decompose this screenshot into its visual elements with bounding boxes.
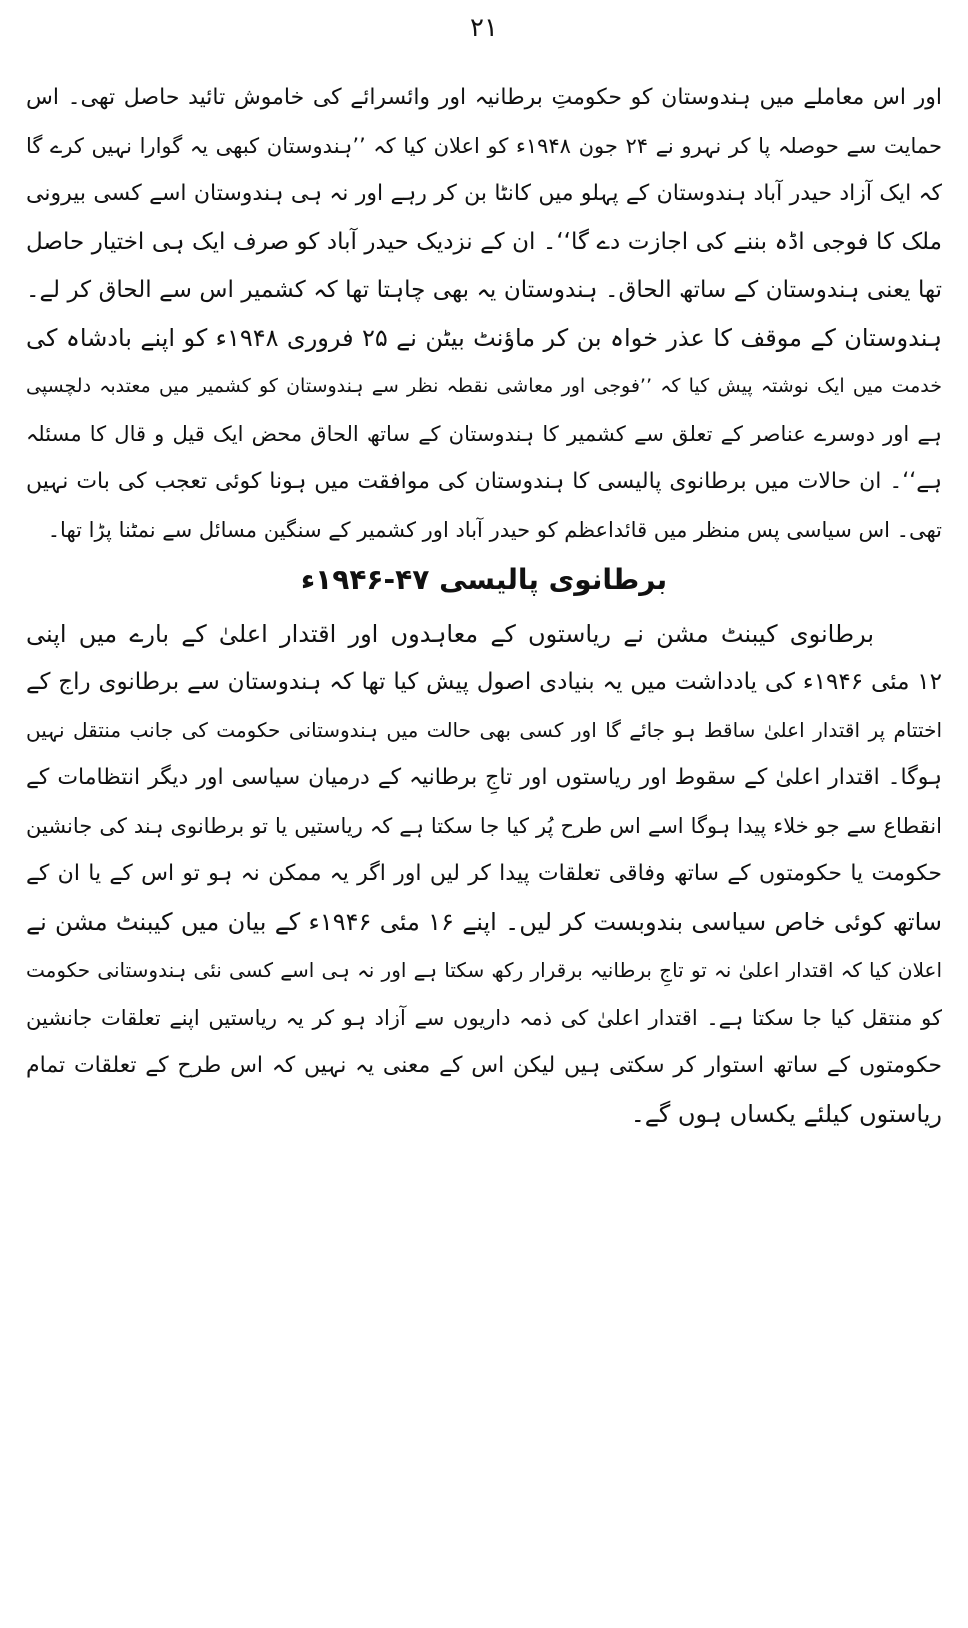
text-line: حکومت یا حکومتوں کے ساتھ وفاقی تعلقات پیدا کر لیں اور اگر یہ ممکن نہ ہو تو اس کے یا ان کے — [26, 861, 942, 886]
text-line: ملک کا فوجی اڈہ بننے کی اجازت دے گا‘‘۔ ان کے نزدیک حیدر آباد کو صرف ایک ہی اختیار حاصل — [26, 229, 942, 255]
text-line: ہے‘‘۔ ان حالات میں برطانوی پالیسی کا ہندوستان کی موافقت میں ہونا کوئی تعجب کی بات نہیں — [26, 469, 942, 494]
text-line: حکومتوں کے ساتھ استوار کر سکتی ہیں لیکن اس کے معنی یہ نہیں کہ اس طرح کے تعلقات تمام — [26, 1053, 942, 1078]
text-line: تھا یعنی ہندوستان کے ساتھ الحاق۔ ہندوستان یہ بھی چاہتا تھا کہ کشمیر اس سے الحاق کر لے۔ — [26, 277, 942, 303]
text-line: خدمت میں ایک نوشتہ پیش کیا کہ ’’فوجی اور معاشی نقطہ نظر سے ہندوستان کو کشمیر میں معتدبہ دلچسپی — [26, 375, 942, 397]
text-line: کو منتقل کیا جا سکتا ہے۔ اقتدار اعلیٰ کی ذمہ داریوں سے آزاد ہو کر یہ ریاستیں اپنے تعلقات جانشین — [26, 1006, 942, 1030]
text-line: اور اس معاملے میں ہندوستان کو حکومتِ برطانیہ اور وائسرائے کی خاموش تائید حاصل تھی۔ اس — [26, 85, 942, 110]
section-heading: برطانوی پالیسی ۴۷-۱۹۴۶ء — [300, 563, 668, 596]
text-line: تھی۔ اس سیاسی پس منظر میں قائداعظم کو حیدر آباد اور کشمیر کے سنگین مسائل سے نمٹنا پڑا تھا۔ — [47, 518, 942, 542]
paragraph-2 — [26, 610, 942, 1138]
text-line: ہے اور دوسرے عناصر کے تعلق سے کشمیر کا ہندوستان کے ساتھ الحاق محض ایک قیل و قال کا مسئلہ — [26, 422, 942, 446]
text-line: حمایت سے حوصلہ پا کر نہرو نے ۲۴ جون ۱۹۴۸ء کو اعلان کیا کہ ’’ہندوستان کبھی یہ گوارا نہیں کرے گا — [26, 134, 942, 158]
text-line: کہ ایک آزاد حیدر آباد ہندوستان کے پہلو میں کانٹا بن کر رہے اور نہ ہی ہندوستان اسے کسی بیرونی — [26, 181, 942, 206]
text-line: ہوگا۔ اقتدار اعلیٰ کے سقوط اور ریاستوں اور تاجِ برطانیہ کے درمیان سیاسی اور دیگر انتظامات کے — [26, 765, 942, 790]
page-number: ۲۱ — [470, 13, 498, 43]
paragraph-1 — [26, 74, 942, 554]
text-line: برطانوی کیبنٹ مشن نے ریاستوں کے معاہدوں اور اقتدار اعلیٰ کے بارے میں اپنی — [26, 620, 874, 648]
text-line: اختتام پر اقتدار اعلیٰ ساقط ہو جائے گا اور کسی بھی حالت میں ہندوستانی حکومت کی جانب منتقل نہیں — [26, 718, 942, 742]
text-line: ریاستوں کیلئے یکساں ہوں گے۔ — [630, 1100, 942, 1128]
text-line: ساتھ کوئی خاص سیاسی بندوبست کر لیں۔ اپنے ۱۶ مئی ۱۹۴۶ء کے بیان میں کیبنٹ مشن نے — [26, 908, 942, 936]
text-line: انقطاع سے جو خلاء پیدا ہوگا اسے اس طرح پُر کیا جا سکتا ہے کہ ریاستیں یا تو برطانوی ہند کی جانشین — [26, 814, 942, 838]
text-line: ہندوستان کے موقف کا عذر خواہ بن کر ماؤنٹ بیٹن نے ۲۵ فروری ۱۹۴۸ء کو اپنے بادشاہ کی — [26, 324, 942, 352]
text-line: ۱۲ مئی ۱۹۴۶ء کی یادداشت میں یہ بنیادی اصول پیش کیا تھا کہ ہندوستان سے برطانوی راج کے — [26, 669, 942, 695]
text-line: اعلان کیا کہ اقتدار اعلیٰ نہ تو تاجِ برطانیہ برقرار رکھ سکتا ہے اور نہ ہی اسے کسی نئی ہندوستانی حکومت — [26, 958, 942, 982]
